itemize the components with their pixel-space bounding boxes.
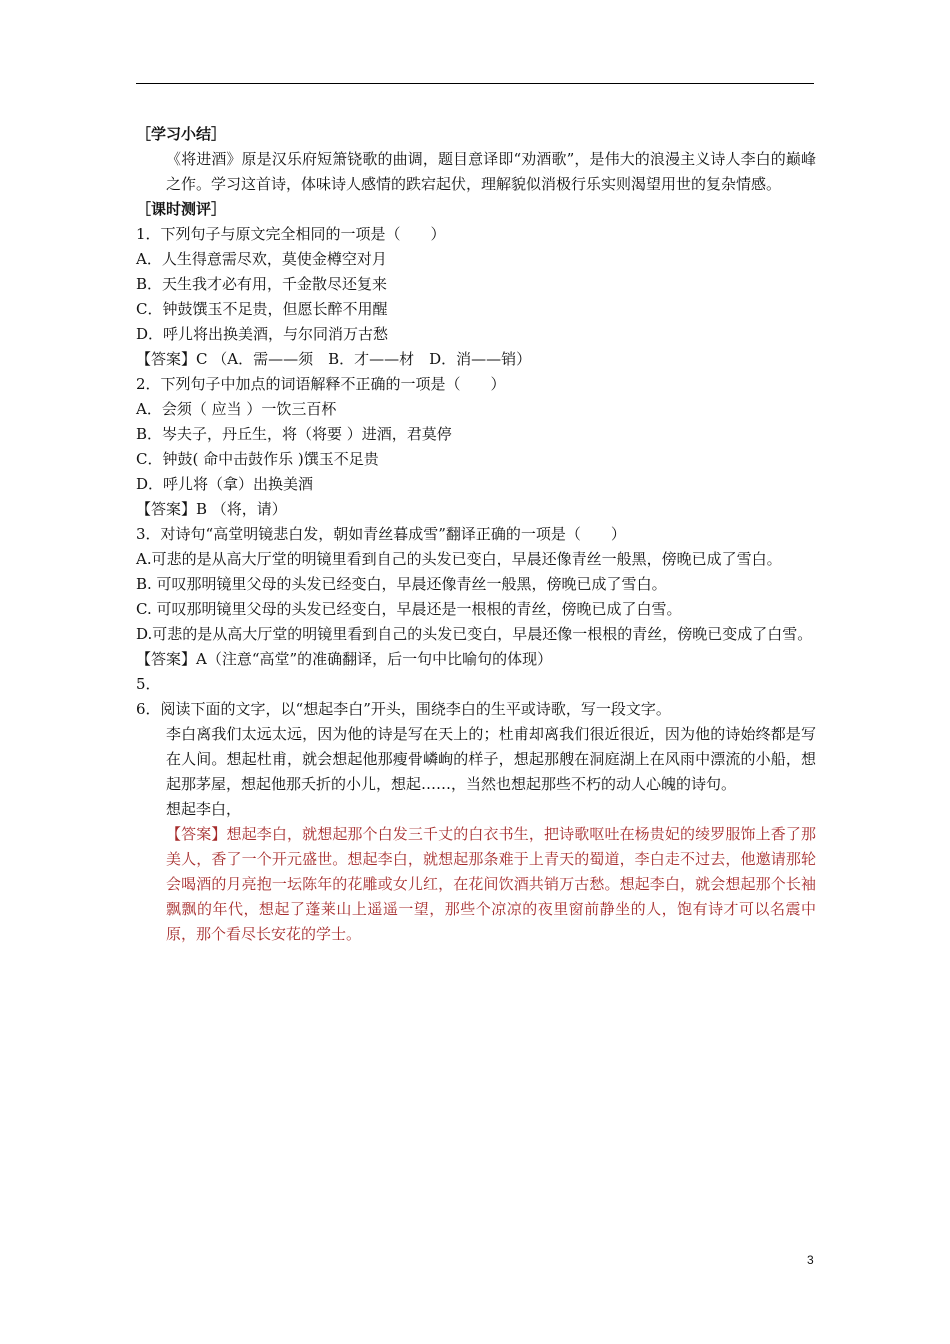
question-2-option-c: C．钟鼓( 命中击鼓作乐 )馔玉不足贵 (136, 450, 379, 468)
question-2-option-d: D．呼儿将（拿）出换美酒 (136, 475, 314, 493)
question-3-answer: 【答案】A（注意“高堂”的准确翻译，后一句中比喻句的体现） (136, 650, 553, 668)
page-number: 3 (807, 1253, 814, 1267)
summary-paragraph: 《将进酒》原是汉乐府短箫铙歌的曲调，题目意译即“劝酒歌”，是伟大的浪漫主义诗人李白的巅峰之作。学习这首诗，体味诗人感情的跌宕起伏，理解貌似消极行乐实则渴望用世的复杂情感。 (166, 150, 816, 193)
question-2-option-a: A．会须（ 应当 ）一饮三百杯 (136, 400, 337, 418)
question-5-stem: 5． (136, 675, 161, 693)
question-6-prompt: 想起李白， (166, 800, 242, 818)
question-2-stem: 2．下列句子中加点的词语解释不正确的一项是（ ） (136, 375, 506, 393)
document-body (136, 122, 816, 947)
question-6-answer-text: 想起李白，就想起那个白发三千丈的白衣书生，把诗歌呕吐在杨贵妃的绫罗服饰上香了那美人，香了一个开元盛世。想起李白，就想起那条难于上青天的蜀道，李白走不过去，他邀请那轮会喝酒的月亮抱一坛陈年的花雕或女儿红，在花间饮酒共销万古愁。想起李白，就会想起那个长袖飘飘的年代，想起了蓬莱山上遥遥一望，那些个凉凉的夜里窗前静坐的人，饱有诗才可以名震中原，那个看尽长安花的学士。 (166, 825, 816, 943)
question-6-answer-label: 【答案】 (166, 825, 227, 843)
question-6-passage: 李白离我们太远太远，因为他的诗是写在天上的；杜甫却离我们很近很近，因为他的诗始终都是写在人间。想起杜甫，就会想起他那瘦骨嶙峋的样子，想起那艘在洞庭湖上在风雨中漂流的小船，想起那茅屋，想起他那夭折的小儿，想起……，当然也想起那些不朽的动人心魄的诗句。 (166, 725, 816, 793)
question-2-answer: 【答案】B （将，请） (136, 500, 287, 518)
question-3-option-d: D.可悲的是从高大厅堂的明镜里看到自己的头发已变白，早晨还像一根根的青丝，傍晚已变成了白雪。 (136, 625, 813, 643)
question-6-stem: 6．阅读下面的文字，以“想起李白”开头，围绕李白的生平或诗歌，写一段文字。 (136, 700, 671, 718)
question-2-option-b: B．岑夫子，丹丘生，将（将要 ）进酒，君莫停 (136, 425, 452, 443)
header-rule (136, 83, 814, 84)
question-3-option-a: A.可悲的是从高大厅堂的明镜里看到自己的头发已变白，早晨还像青丝一般黑，傍晚已成了雪白。 (136, 550, 782, 568)
question-1-option-b: B．天生我才必有用，千金散尽还复来 (136, 275, 388, 293)
question-3-stem: 3．对诗句“高堂明镜悲白发，朝如青丝暮成雪”翻译正确的一项是（ ） (136, 525, 626, 543)
question-3-option-b: B. 可叹那明镜里父母的头发已经变白，早晨还像青丝一般黑，傍晚已成了雪白。 (136, 575, 667, 593)
summary-heading: ［学习小结］ (136, 125, 227, 143)
question-1-stem: 1．下列句子与原文完全相同的一项是（ ） (136, 225, 446, 243)
question-1-option-c: C．钟鼓馔玉不足贵，但愿长醉不用醒 (136, 300, 388, 318)
question-6-answer (136, 822, 816, 947)
question-1-option-d: D．呼儿将出换美酒，与尔同消万古愁 (136, 325, 389, 343)
question-3-option-c: C. 可叹那明镜里父母的头发已经变白，早晨还是一根根的青丝，傍晚已成了白雪。 (136, 600, 682, 618)
question-1-option-a: A．人生得意需尽欢，莫使金樽空对月 (136, 250, 387, 268)
question-1-answer: 【答案】C （A．需——须 B．才——材 D．消——销） (136, 350, 532, 368)
test-heading: ［课时测评］ (136, 200, 227, 218)
